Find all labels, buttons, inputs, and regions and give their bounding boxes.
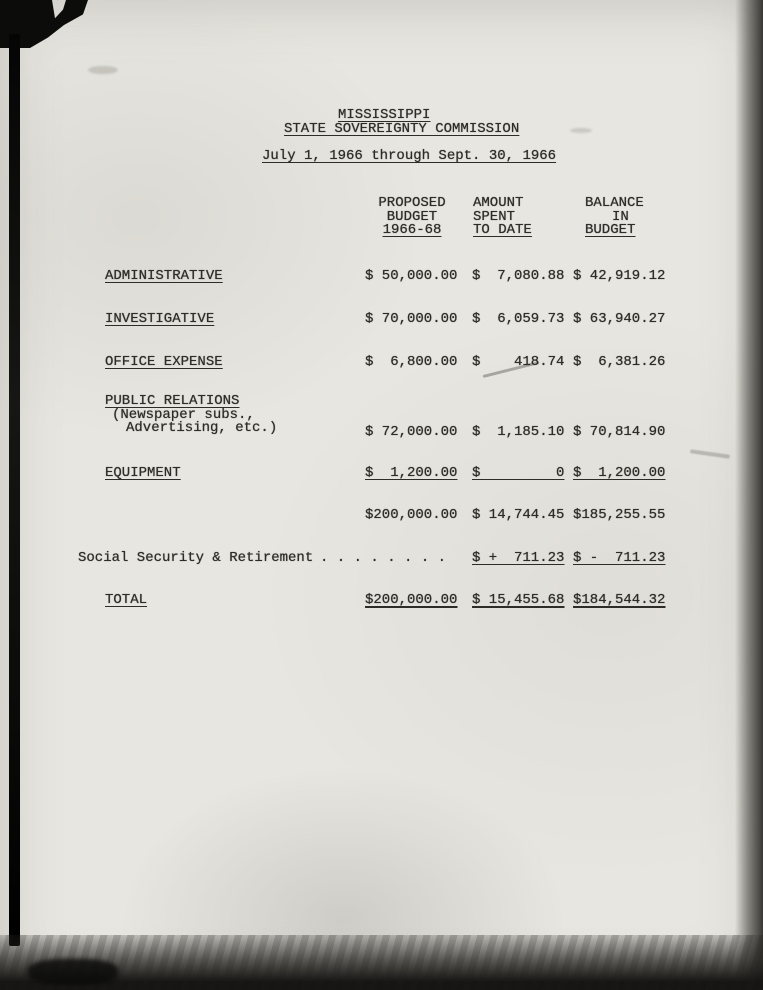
- column-header-line: TO DATE: [473, 222, 532, 238]
- row-label: EQUIPMENT: [105, 465, 181, 481]
- column-header-line: PROPOSED: [378, 195, 446, 211]
- row-label: TOTAL: [105, 592, 148, 608]
- row-spent-amount: $ 0: [472, 465, 565, 481]
- document-title: MISSISSIPPI: [338, 107, 431, 123]
- row-label: OFFICE EXPENSE: [105, 354, 223, 370]
- row-spent-amount: $ 15,455.68: [472, 592, 565, 608]
- row-label: PUBLIC RELATIONS: [105, 393, 240, 409]
- column-header-line: BUDGET: [585, 222, 636, 238]
- row-balance-amount: $ - 711.23: [573, 550, 666, 566]
- row-balance-amount: $ 6,381.26: [573, 354, 666, 370]
- dot-leader: . . . . . . . .: [320, 550, 447, 566]
- row-note-line1: (Newspaper subs.,: [112, 407, 255, 423]
- row-balance-amount: $ 70,814.90: [573, 424, 666, 440]
- row-balance-amount: $ 1,200.00: [573, 465, 666, 481]
- row-proposed-amount: $ 6,800.00: [365, 354, 458, 370]
- row-note-line2: Advertising, etc.): [126, 420, 278, 436]
- row-balance-amount: $185,255.55: [573, 507, 666, 523]
- row-proposed-amount: $ 72,000.00: [365, 424, 458, 440]
- row-proposed-amount: $ 1,200.00: [365, 465, 458, 481]
- row-spent-amount: $ 14,744.45: [472, 507, 565, 523]
- row-spent-amount: $ 7,080.88: [472, 268, 565, 284]
- row-label: Social Security & Retirement: [78, 550, 314, 566]
- row-label: ADMINISTRATIVE: [105, 268, 223, 284]
- row-balance-amount: $ 63,940.27: [573, 311, 666, 327]
- column-header-line: 1966-68: [382, 222, 442, 238]
- document-date-range: July 1, 1966 through Sept. 30, 1966: [262, 148, 557, 164]
- document-subtitle: STATE SOVEREIGNTY COMMISSION: [284, 121, 520, 137]
- column-header-line: BALANCE: [585, 195, 644, 211]
- column-header-line: BUDGET: [386, 208, 438, 225]
- row-spent-amount: $ + 711.23: [472, 550, 565, 566]
- column-header-line: SPENT: [473, 208, 516, 225]
- row-spent-amount: $ 1,185.10: [472, 424, 565, 440]
- column-header-line: AMOUNT: [473, 195, 524, 211]
- row-balance-amount: $184,544.32: [573, 592, 666, 608]
- row-proposed-amount: $200,000.00: [365, 592, 458, 608]
- row-label: INVESTIGATIVE: [105, 311, 215, 327]
- row-proposed-amount: $200,000.00: [365, 507, 458, 523]
- row-spent-amount: $ 418.74: [472, 354, 565, 370]
- column-header-line: IN: [612, 208, 629, 225]
- row-proposed-amount: $ 50,000.00: [365, 268, 458, 284]
- row-spent-amount: $ 6,059.73: [472, 311, 565, 327]
- row-proposed-amount: $ 70,000.00: [365, 311, 458, 327]
- row-balance-amount: $ 42,919.12: [573, 268, 666, 284]
